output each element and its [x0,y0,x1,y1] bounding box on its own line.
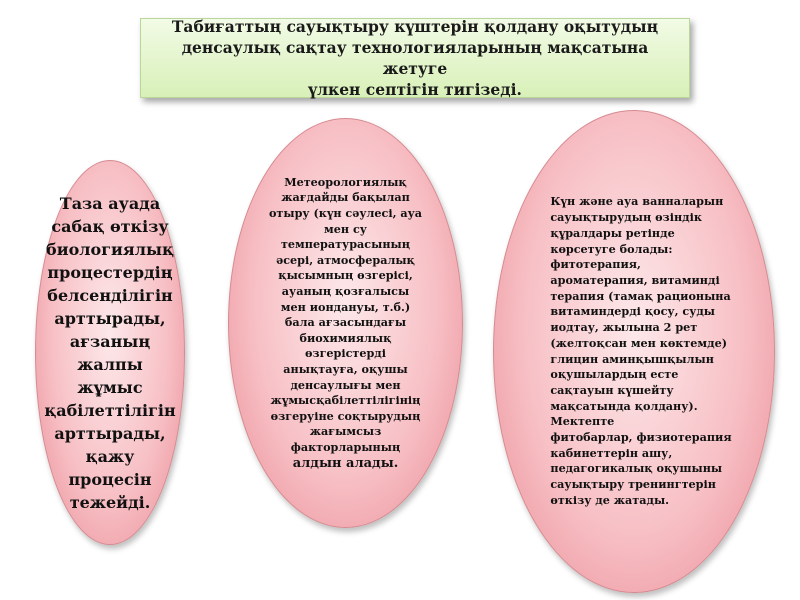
oval-right-text: Күн және ауа ванналарын сауықтырудың өзіндік құралдары ретінде көрсетуге болады: фитотерапия, ароматерапия, витаминді терапия (тамақ рационына витаминдерді қосу, суды иодтау, жылына 2 рет (желтоқсан мен көктемде) глицин аминқышқылын оқушылардың есте сақтауын күшейту мақсатында қолдану). Мектепте фитобарлар, физиотерапия кабинеттерін ашу, педагогикалық оқушыны сауықтыру тренингтерін өткізу де жатады. [550,194,732,507]
oval-left [35,160,185,545]
title-box [140,18,690,98]
oval-middle [228,118,463,528]
oval-middle-text [269,175,422,471]
title-text: Табиғаттың сауықтыру күштерін қолдану оқытудың денсаулық сақтау технологияларының мақсатына жетуге үлкен септігін тигізеді. [171,17,659,99]
oval-left-text: Таза ауада сабақ өткізу биологиялық процестердің белсенділігін арттырады, ағзаның жалпы жұмыс қабілеттілігін арттырады, қажу процесін тежейді. [44,193,176,512]
oval-middle-body: Метеорологиялық жағдайды бақылап отыру (күн сәулесі, ауа мен су температурасының әсері, атмосфералық қысымның өзгерісі, ауаның қозғалысы мен иондануы, т.б.) бала ағзасындағы биохимиялық өзгерістерді анықтауға, оқушы денсаулығы мен жұмысқабілеттілігінің өзгеруіне соқтырудың жағымсыз факторларының [268,174,423,454]
oval-right [493,110,775,593]
oval-middle-last-line: алдын алады. [292,455,399,471]
